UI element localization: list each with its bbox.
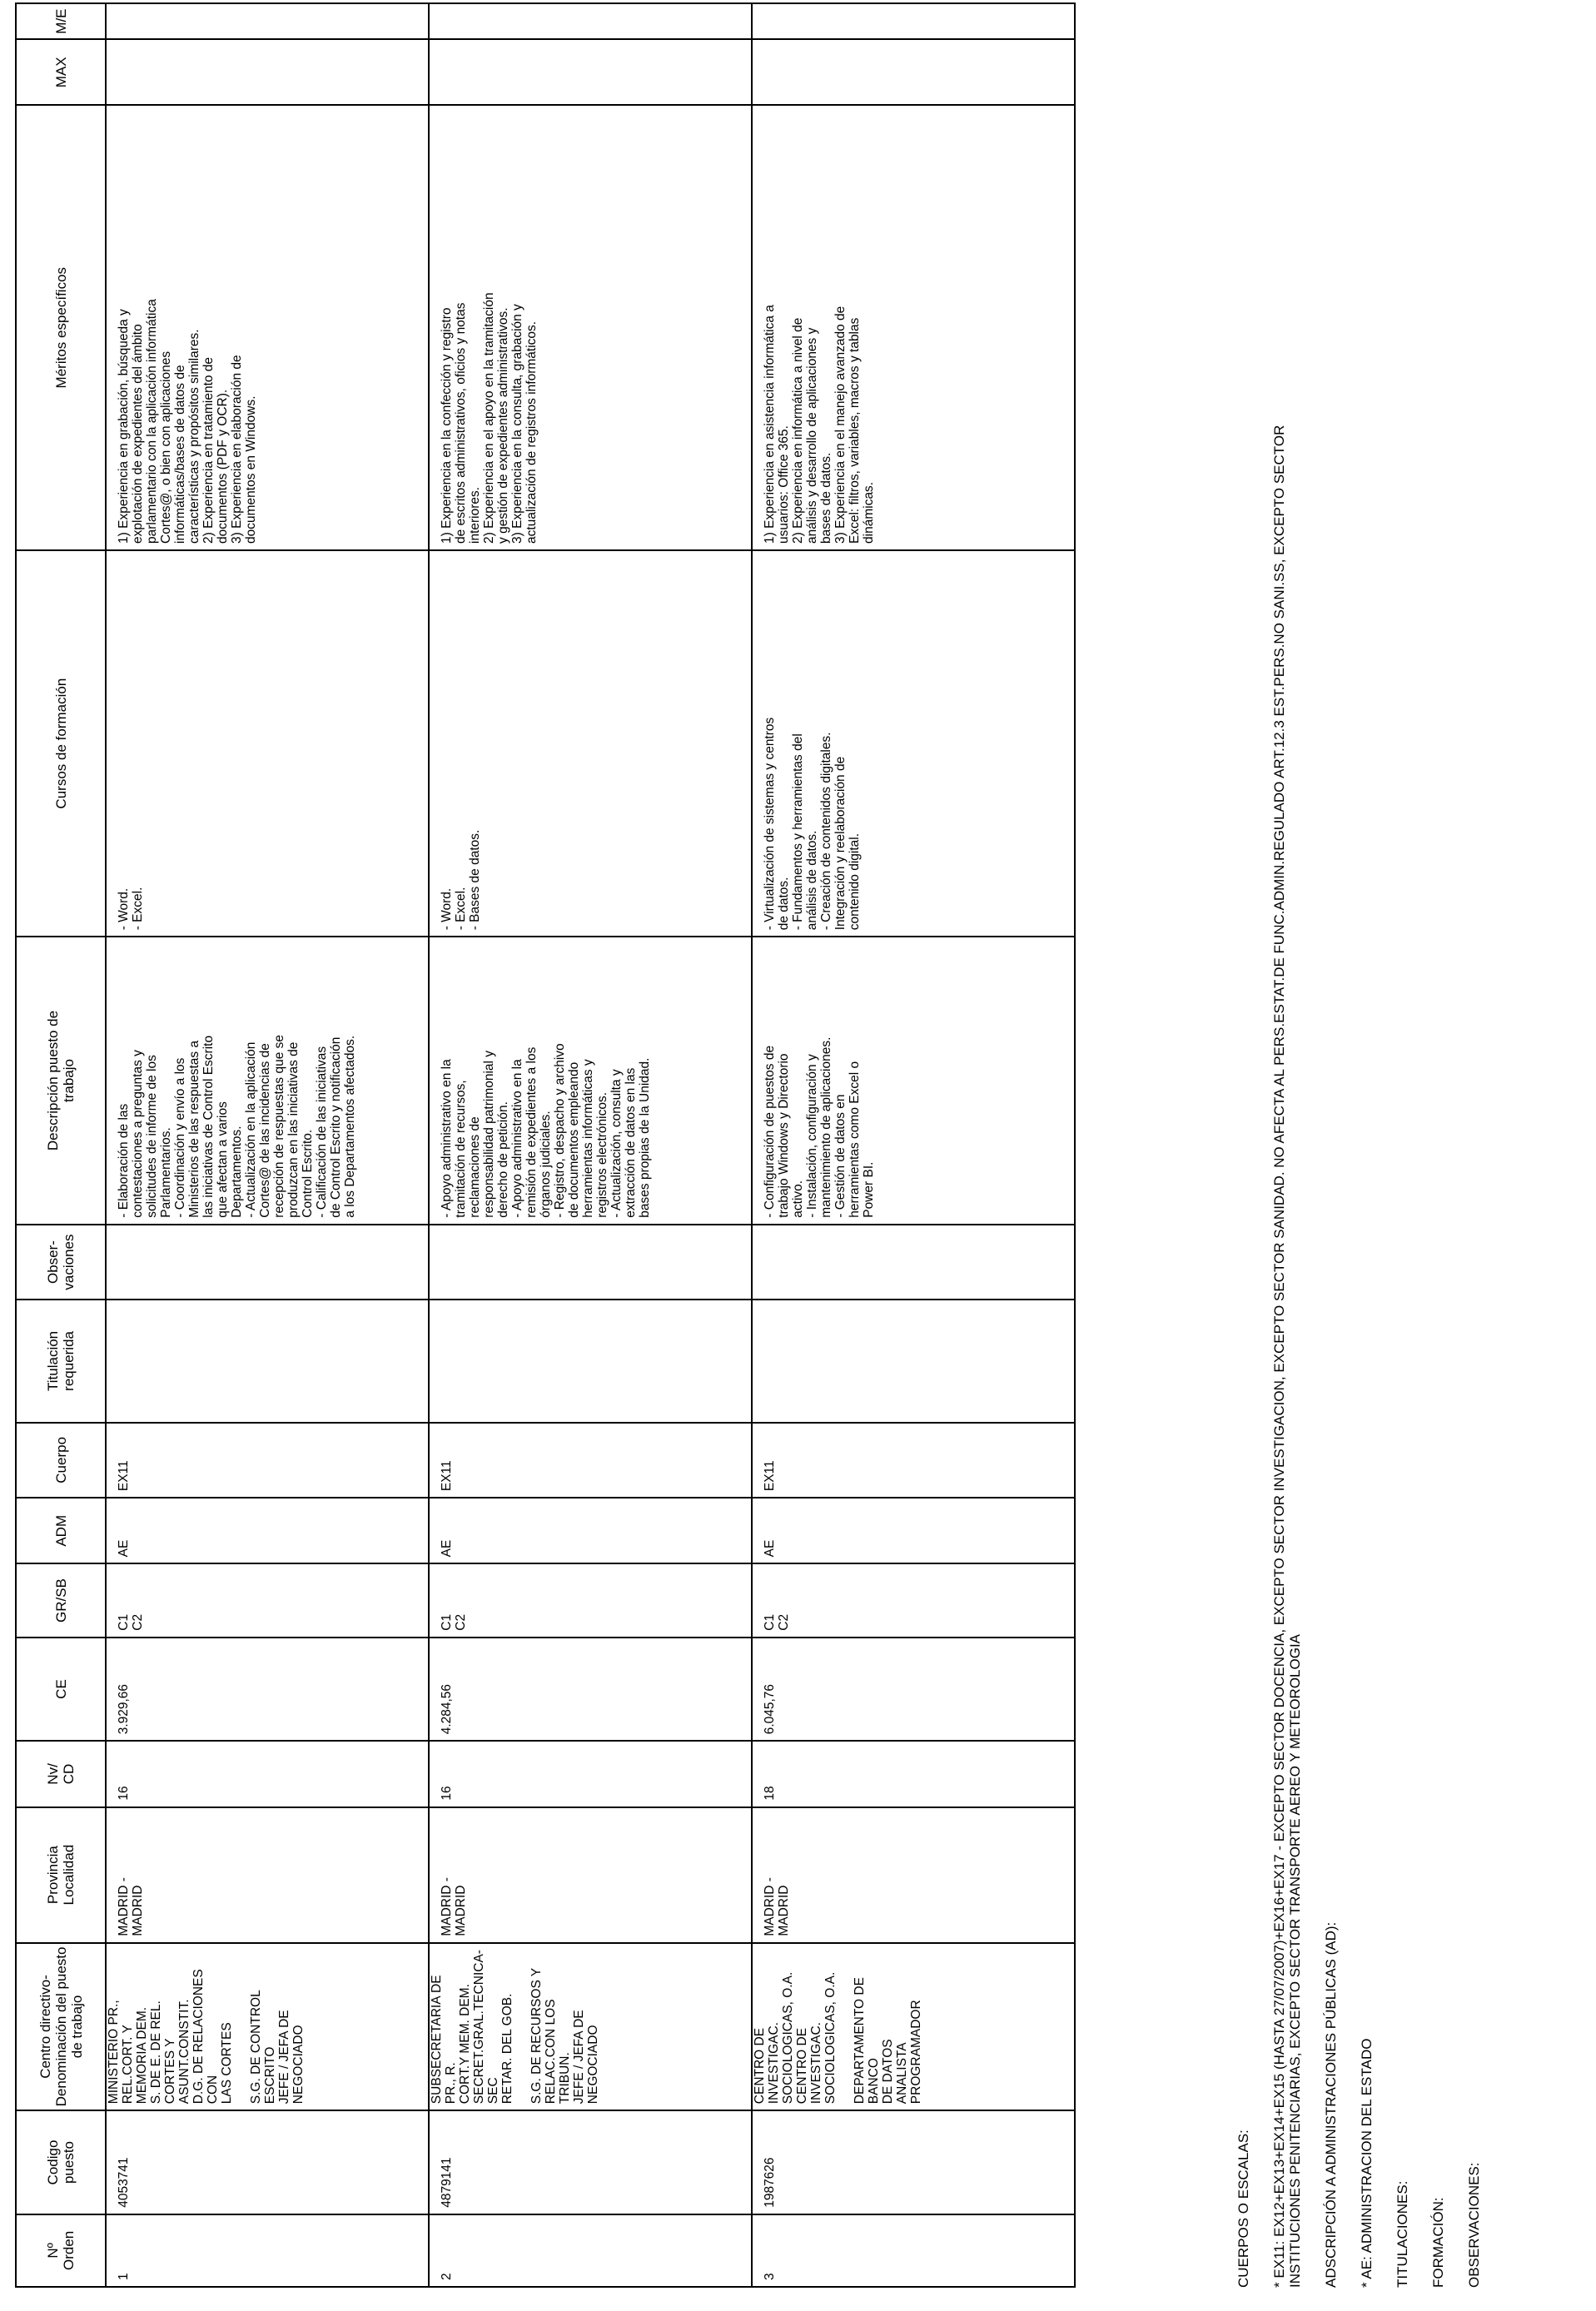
row-cuerpo: EX11 [117, 1460, 131, 1492]
footnotes [1236, 40, 1502, 2288]
cell-cursos [106, 550, 429, 937]
row-provincia: MADRID - MADRID [763, 1877, 791, 1936]
cuerpos-text: * EX11: EX12+EX13+EX14+EX15 (HASTA 27/07/2007)+EX16+EX17 - EXCEPTO SECTOR DOCENCIA, EXCEPTO SECTOR INVESTIGACION, EXCEPTO SECTOR SANIDAD. NO AFECTA AL PERS.ESTAT.DE FUNC.ADMIN.REGULADO ART.12.3 EST.PERS.NO SANI.SS, EXCEPTO SECTOR INSTITUCIONES PENITENCIARIAS, EXCEPTO SECTOR TRANSPORTE AEREO Y METEOROLOGIA [1271, 425, 1303, 2288]
row-meritos: 1) Experiencia en asistencia informática a usuarios: Office 365. 2) Experiencia en informática a nivel de análisis y desarrollo de aplicaciones y bases de datos. 3) Experiencia en el manejo avanzado de Excel: filtros, variables, macros y tablas dinámicas. [763, 305, 876, 544]
row-cuerpo: EX11 [763, 1460, 777, 1492]
row-observaciones [753, 1225, 768, 1300]
row-max [430, 40, 445, 104]
row-codigo: 4879141 [440, 2157, 454, 2208]
row-ce: 3.929,66 [117, 1683, 131, 1735]
row-observaciones [430, 1225, 445, 1300]
cell-max [752, 39, 1075, 105]
row-max [107, 40, 122, 104]
cell-grsb [429, 1563, 752, 1637]
cell-observaciones [752, 1225, 1075, 1300]
row-codigo: 4053741 [117, 2157, 131, 2208]
row-titulacion [753, 1300, 768, 1421]
cell-me [752, 3, 1075, 39]
cell-descripcion [429, 937, 752, 1224]
cell-nv [752, 1741, 1075, 1807]
cell-me [429, 3, 752, 39]
cell-observaciones [429, 1225, 752, 1300]
cell-adm [429, 1498, 752, 1563]
cell-titulacion [752, 1300, 1075, 1422]
cuerpos-title: CUERPOS O ESCALAS: [1236, 2130, 1251, 2288]
header-codigo: Codigo puesto [16, 2110, 106, 2214]
row-orden: 2 [440, 2273, 454, 2280]
table-row [429, 3, 752, 2287]
cell-grsb [752, 1563, 1075, 1637]
row-orden: 3 [763, 2273, 777, 2280]
row-centro-puesto: S.G. DE RECURSOS Y RELAC.CON LOS TRIBUN. JEFE / JEFA DE NEGOCIADO [530, 1967, 600, 2105]
row-centro-organismo: MINISTERIO PR., REL.CORT. Y MEMORIA DEM. S. DE E. DE REL. CORTES Y ASUNT.CONSTIT. D.G. DE RELACIONES CON LAS CORTES [107, 1969, 234, 2105]
header-titulacion: Titulación requerida [16, 1300, 106, 1422]
header-me: M/E [16, 3, 106, 39]
row-descripcion: - Elaboración de las contestaciones a preguntas y solicitudes de informe de los Parlamentarios. - Coordinación y envío a los Ministerios de las respuestas a las iniciativas de Control Escrito que afectan a varios Departamentos. - Actualización en la aplicación Cortes@ de las incidencias de recepción de respuestas que se produzcan en las iniciativas de Control Escrito. - Calificación de las iniciativas de Control Escrito y notificación a los Departamentos afectados. [117, 1034, 357, 1218]
positions-table [15, 2, 1076, 2288]
cell-me [106, 3, 429, 39]
row-nv: 18 [763, 1786, 777, 1801]
cell-observaciones [106, 1225, 429, 1300]
cell-titulacion [106, 1300, 429, 1422]
row-centro-puesto: S.G. DE CONTROL ESCRITO JEFE / JEFA DE NEGOCIADO [249, 1990, 306, 2105]
row-adm: AE [440, 1539, 454, 1558]
row-observaciones [107, 1225, 122, 1300]
header-cuerpo: Cuerpo [16, 1423, 106, 1498]
row-provincia: MADRID - MADRID [117, 1877, 145, 1936]
header-meritos: Méritos específicos [16, 105, 106, 550]
row-nv: 16 [440, 1786, 454, 1801]
cell-centro [429, 1943, 752, 2111]
cell-meritos [429, 105, 752, 550]
cell-adm [106, 1498, 429, 1563]
row-me [107, 4, 122, 38]
cell-ce [106, 1638, 429, 1742]
header-cursos: Cursos de formación [16, 550, 106, 937]
cell-cuerpo [752, 1423, 1075, 1498]
row-provincia: MADRID - MADRID [440, 1877, 468, 1936]
cell-provincia [429, 1807, 752, 1943]
header-orden: Nº Orden [16, 2214, 106, 2287]
row-cursos: - Virtualización de sistemas y centros de datos. - Fundamentos y herramientas del análisis de datos. - Creación de contenidos digitales. Integración y reelaboración de contenido digital. [763, 717, 862, 931]
adscripcion-title: ADSCRIPCIÓN A ADMINISTRACIONES PÚBLICAS (AD): [1323, 1921, 1339, 2288]
row-adm: AE [117, 1539, 131, 1558]
row-me [753, 4, 768, 38]
cell-orden [429, 2214, 752, 2287]
cell-titulacion [429, 1300, 752, 1422]
header-provincia: Provincia Localidad [16, 1807, 106, 1943]
header-adm: ADM [16, 1498, 106, 1563]
header-nv: Nv/ CD [16, 1741, 106, 1807]
row-centro-organismo: SUBSECRETARIA DE PR., R. CORT.Y MEM. DEM. SECRET.GRAL.TECNICA-SEC RETAR. DEL GOB. [430, 1950, 515, 2105]
header-max: MAX [16, 39, 106, 105]
cell-cursos [429, 550, 752, 937]
cell-cursos [752, 550, 1075, 937]
row-cuerpo: EX11 [440, 1460, 454, 1492]
header-ce: CE [16, 1638, 106, 1742]
header-centro: Centro directivo- Denominación del puesto de trabajo [16, 1943, 106, 2111]
row-descripcion: - Configuración de puestos de trabajo Windows y Directorio activo. - Instalación, configuración y mantenimiento de aplicaciones. - Gestión de datos en herramientas como Excel o Power BI. [763, 1036, 876, 1218]
row-meritos: 1) Experiencia en la confección y registro de escritos administrativos, oficios y notas interiores. 2) Experiencia en el apoyo en la tramitación y gestión de expedientes administrativos. 3) Experiencia en la consulta, grabación y actualización de registros informáticos. [440, 292, 539, 544]
cell-cuerpo [429, 1423, 752, 1498]
row-titulacion [107, 1300, 122, 1421]
cell-nv [106, 1741, 429, 1807]
cell-provincia [752, 1807, 1075, 1943]
cell-codigo [429, 2110, 752, 2214]
cell-ce [429, 1638, 752, 1742]
cell-meritos [106, 105, 429, 550]
row-orden: 1 [117, 2273, 131, 2280]
cell-orden [752, 2214, 1075, 2287]
cell-orden [106, 2214, 429, 2287]
cell-provincia [106, 1807, 429, 1943]
row-cursos: - Word. - Excel. [117, 887, 145, 931]
row-me [430, 4, 445, 38]
cell-codigo [752, 2110, 1075, 2214]
cell-ce [752, 1638, 1075, 1742]
cell-max [106, 39, 429, 105]
row-max [753, 40, 768, 104]
cell-centro [106, 1943, 429, 2111]
header-grsb: GR/SB [16, 1563, 106, 1637]
cell-descripcion [106, 937, 429, 1224]
cell-nv [429, 1741, 752, 1807]
cell-meritos [752, 105, 1075, 550]
cell-cuerpo [106, 1423, 429, 1498]
adscripcion-text: * AE: ADMINISTRACION DEL ESTADO [1359, 2038, 1375, 2288]
header-row [16, 3, 106, 2287]
row-grsb: C1 C2 [763, 1613, 791, 1631]
row-ce: 4.284,56 [440, 1683, 454, 1735]
table-row [106, 3, 429, 2287]
cell-centro [752, 1943, 1075, 2111]
cell-descripcion [752, 937, 1075, 1224]
titulaciones-label: TITULACIONES: [1395, 2180, 1410, 2288]
row-centro-organismo: CENTRO DE INVESTIGAC. SOCIOLOGICAS, O.A. CENTRO DE INVESTIGAC. SOCIOLOGICAS, O.A. [753, 1971, 838, 2105]
row-meritos: 1) Experiencia en grabación, búsqueda y explotación de expedientes del ámbito parlamentario con la aplicación informática Cortes@, o bien con aplicaciones informáticas/bases de datos de características y propósitos similares. 2) Experiencia en tratamiento de documentos (PDF y OCR). 3) Experiencia en elaboración de documentos en Windows. [117, 299, 258, 544]
row-adm: AE [763, 1539, 777, 1558]
formacion-label: FORMACIÓN: [1430, 2197, 1446, 2288]
row-centro-puesto: DEPARTAMENTO DE BANCO DE DATOS ANALISTA PROGRAMADOR [853, 1977, 923, 2105]
row-cursos: - Word. - Excel. - Bases de datos. [440, 829, 482, 931]
header-observaciones: Obser- vaciones [16, 1225, 106, 1300]
row-titulacion [430, 1300, 445, 1421]
cell-codigo [106, 2110, 429, 2214]
row-ce: 6.045,76 [763, 1683, 777, 1735]
row-descripcion: - Apoyo administrativo en la tramitación de recursos, reclamaciones de responsabilidad patrimonial y derecho de petición. - Apoyo administrativo en la remisión de expedientes a los órganos judiciales. - Registro, despacho y archivo de documentos empleando herramientas informáticas y registros electrónicos. - Actualización, consulta y extracción de datos en las bases propias de la Unidad. [440, 1043, 652, 1218]
observaciones-label: OBSERVACIONES: [1466, 2162, 1482, 2288]
table-row [752, 3, 1075, 2287]
row-nv: 16 [117, 1786, 131, 1801]
row-codigo: 1987626 [763, 2157, 777, 2208]
row-grsb: C1 C2 [440, 1613, 468, 1631]
header-descripcion: Descripción puesto de trabajo [16, 937, 106, 1224]
cell-grsb [106, 1563, 429, 1637]
row-grsb: C1 C2 [117, 1613, 145, 1631]
cell-max [429, 39, 752, 105]
cell-adm [752, 1498, 1075, 1563]
